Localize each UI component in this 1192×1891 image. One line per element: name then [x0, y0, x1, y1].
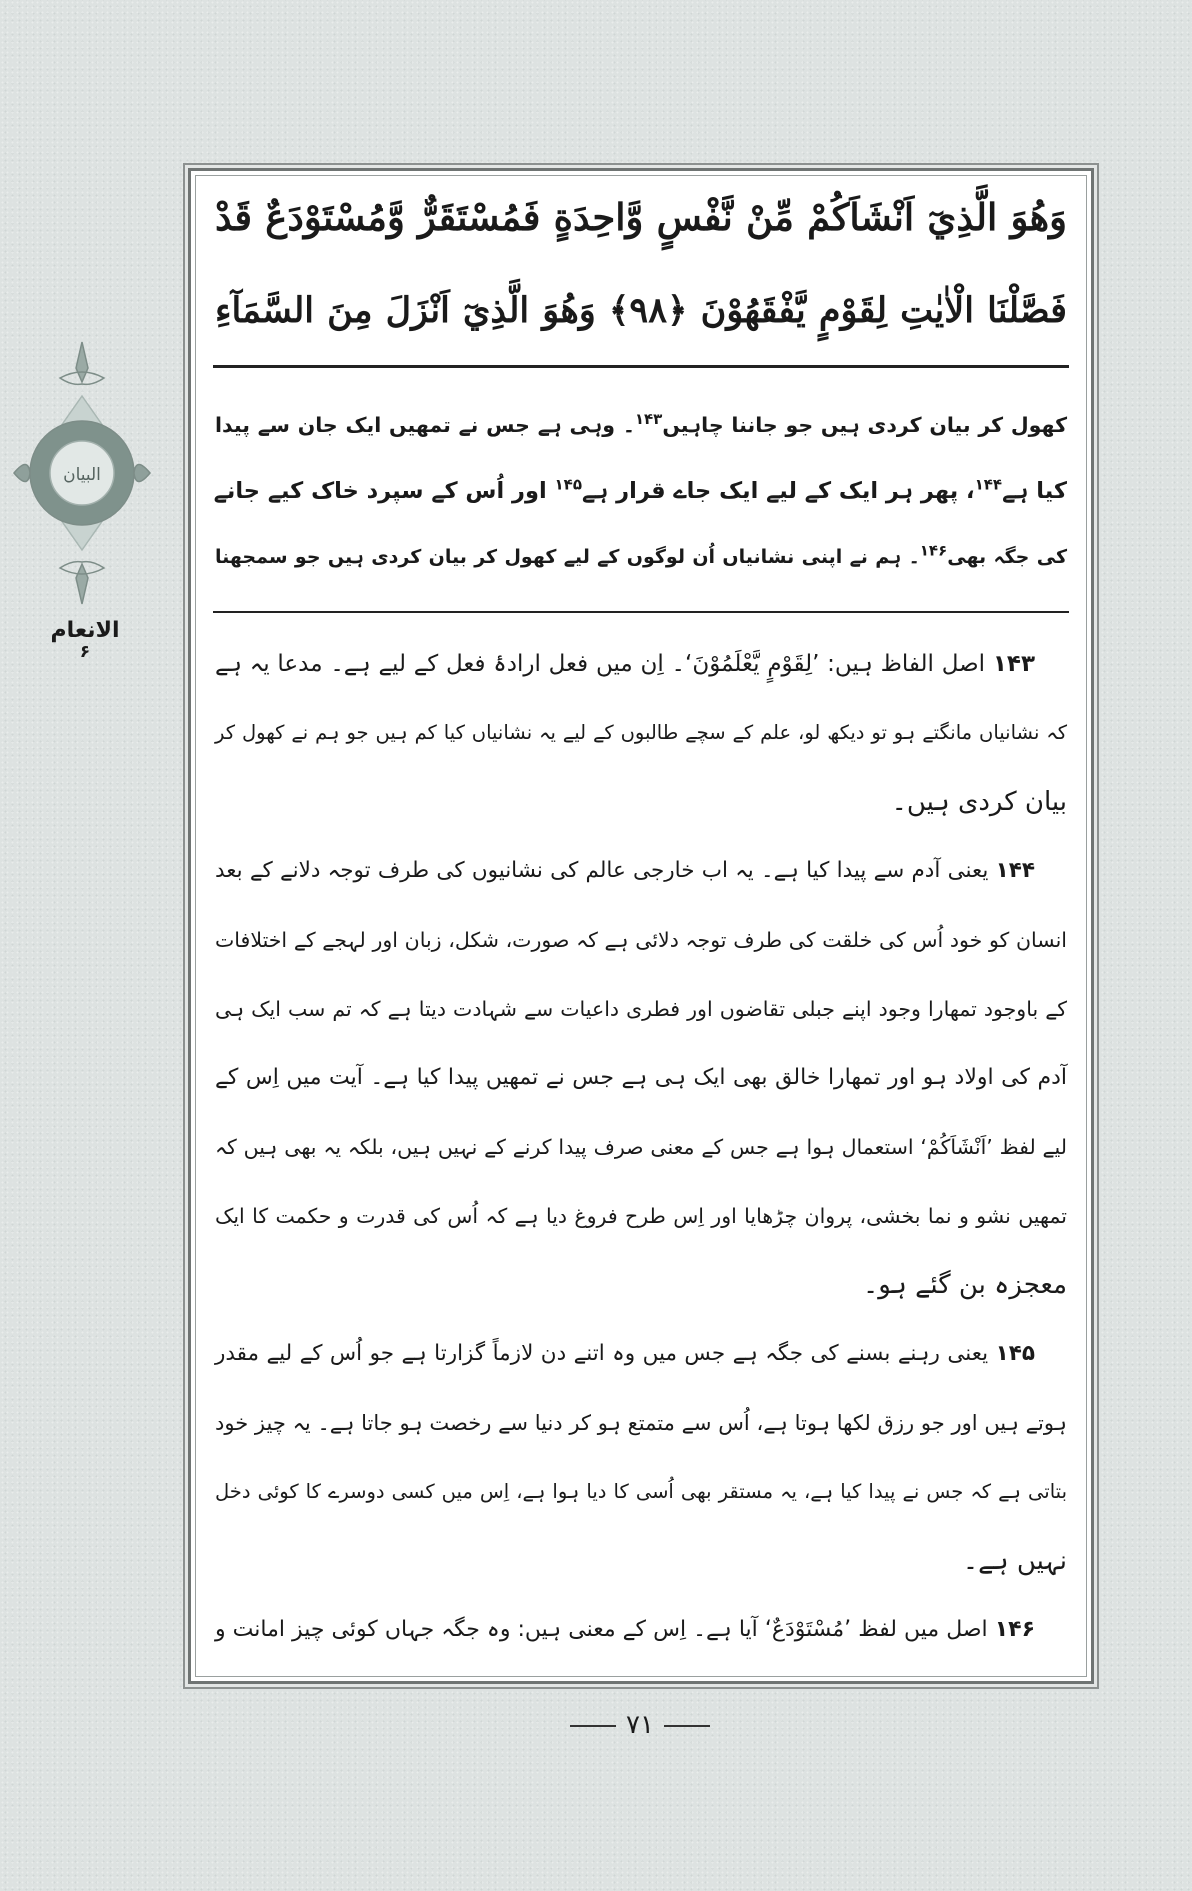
- translation-line: [215, 466, 1067, 516]
- divider: [213, 365, 1069, 368]
- translation-line: [215, 532, 1067, 582]
- translation-line: [215, 400, 1067, 450]
- ornament-text: البیان: [63, 465, 101, 485]
- footnote-text: بیان کردی ہیں۔: [891, 787, 1067, 817]
- surah-label: [50, 618, 120, 661]
- footnote-text: تمھیں نشو و نما بخشی، پروان چڑھایا اور اِس طرح فروغ دیا ہے کہ اُس کی قدرت و حکمت کا ایک: [215, 1204, 1067, 1228]
- footnote-line: [215, 1055, 1067, 1101]
- footnote-line: [215, 848, 1035, 894]
- footnote-line: [215, 1607, 1035, 1653]
- translation-text: کیا ہے: [1002, 478, 1067, 504]
- footnote-text: کے باوجود تمھارا وجود اپنے جبلی تقاضوں اور فطری داعیات سے شہادت دیتا ہے کہ تم سب ایک ہی: [215, 997, 1067, 1021]
- page-number-text: ۷۱: [626, 1710, 654, 1740]
- footnote-line: [215, 917, 1067, 963]
- footnote-line: [215, 1124, 1067, 1170]
- footnote-text: نہیں ہے۔: [962, 1546, 1067, 1576]
- footnote-line: [215, 1262, 1067, 1308]
- quran-line: وَهُوَ الَّذِيٓ اَنْشَاَكُمْ مِّنْ نَّفْسٍ وَّاحِدَةٍ فَمُسْتَقَرٌّ وَّمُسْتَوْدَعٌ قَدْ: [215, 195, 1067, 239]
- footnote-text: معجزہ بن گئے ہو۔: [862, 1270, 1067, 1300]
- page-frame: [188, 168, 1094, 1684]
- footnote-line: [215, 1331, 1035, 1377]
- footnote-text: اصل الفاظ ہیں: ’لِقَوْمٍ يَّعْلَمُوْنَ‘۔ اِن میں فعل ارادۂ فعل کے لیے ہے۔ مدعا یہ ہے: [215, 651, 986, 677]
- footnote-text: انسان کو خود اُس کی خلقت کی طرف توجہ دلائی ہے کہ صورت، شکل، زبان اور لہجے کے اختلافات: [215, 928, 1067, 952]
- translation-text: ۔ وہی ہے جس نے تمھیں ایک جان سے پیدا: [215, 413, 635, 437]
- footnote-text: ہوتے ہیں اور جو رزق لکھا ہوتا ہے، اُس سے متمتع ہو کر دنیا سے رخصت ہو جاتا ہے۔ یہ چیز خود: [215, 1411, 1067, 1435]
- footnote-text: کہ نشانیاں مانگتے ہو تو دیکھ لو، علم کے سچے طالبوں کے لیے یہ نشانیاں کیا کم ہیں جو ہم نے کھول کر: [215, 721, 1067, 744]
- surah-name: الانعام: [50, 618, 120, 643]
- footnote-number: ۱۴۴: [995, 858, 1035, 883]
- footnote-line: [215, 1538, 1067, 1584]
- translation-text: اور اُس کے سپرد خاک کیے جانے: [213, 478, 555, 504]
- footnote-ref: ۱۴۵: [554, 475, 582, 494]
- divider: [213, 611, 1069, 613]
- footnote-text: یعنی رہنے بسنے کی جگہ ہے جس میں وہ اتنے دن لازماً گزارتا ہے جو اُس کے لیے مقدر: [215, 1341, 989, 1366]
- page-number: [560, 1710, 720, 1740]
- footnote-line: [215, 1469, 1067, 1515]
- footnote-ref: ۱۴۶: [919, 541, 948, 560]
- footnote-line: [215, 1400, 1067, 1446]
- footnote-ref: ۱۴۳: [634, 410, 663, 429]
- footnote-line: [215, 986, 1067, 1032]
- footnote-ref: ۱۴۴: [974, 475, 1003, 494]
- footnote-text: اصل میں لفظ ’مُسْتَوْدَعٌ‘ آیا ہے۔ اِس کے معنی ہیں: وہ جگہ جہاں کوئی چیز امانت و: [215, 1617, 988, 1642]
- translation-text: کی جگہ بھی: [947, 546, 1068, 568]
- footnote-text: بتاتی ہے کہ جس نے پیدا کیا ہے، یہ مستقر بھی اُسی کا دیا ہوا ہے، اِس میں کسی دوسرے کا کوئی دخل: [215, 1480, 1067, 1503]
- footnote-line: [215, 779, 1067, 825]
- footnote-number: ۱۴۵: [995, 1341, 1035, 1366]
- footnote-text: آدم کی اولاد ہو اور تمھارا خالق بھی ایک ہی ہے جس نے تمھیں پیدا کیا ہے۔ آیت میں اِس کے: [215, 1065, 1067, 1090]
- translation-text: ، پھر ہر ایک کے لیے ایک جاے قرار ہے: [581, 478, 975, 504]
- footnote-line: [215, 1193, 1067, 1239]
- translation-text: ۔ ہم نے اپنی نشانیاں اُن لوگوں کے لیے کھول کر بیان کردی ہیں جو سمجھنا: [215, 546, 920, 568]
- footnote-text: لیے لفظ ’اَنْشَاَكُمْ‘ استعمال ہوا ہے جس کے معنی صرف پیدا کرنے کے نہیں ہیں، بلکہ یہ بھی ہیں کہ: [215, 1135, 1067, 1159]
- surah-number: ۶: [79, 642, 91, 662]
- footnote-line: [215, 641, 1035, 687]
- footnote-line: [215, 710, 1067, 756]
- ornament-medallion-icon: [8, 338, 156, 608]
- footnote-number: ۱۴۳: [992, 651, 1035, 677]
- footnote-number: ۱۴۶: [994, 1617, 1036, 1642]
- footnote-text: یعنی آدم سے پیدا کیا ہے۔ یہ اب خارجی عالم کی نشانیوں کی طرف توجہ دلانے کے بعد: [215, 858, 989, 883]
- quran-line: فَصَّلْنَا الْاٰيٰتِ لِقَوْمٍ يَّفْقَهُوْنَ ﴿۹۸﴾ وَهُوَ الَّذِيٓ اَنْزَلَ مِنَ السَّمَآءِ: [215, 290, 1067, 331]
- translation-text: کھول کر بیان کردی ہیں جو جاننا چاہیں: [662, 413, 1067, 437]
